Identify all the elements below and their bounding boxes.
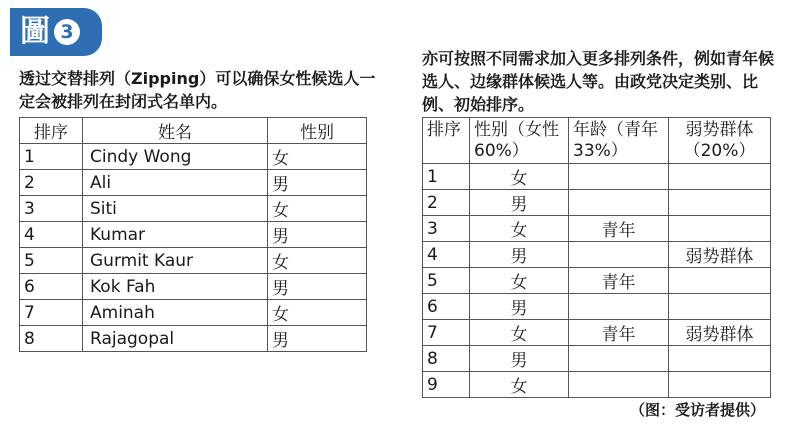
gender-cell: 男 <box>470 294 569 320</box>
name-cell: Siti <box>83 196 268 222</box>
rank-cell: 2 <box>20 170 83 196</box>
rank-cell: 9 <box>423 372 470 398</box>
zipping-description: 透过交替排列（Zipping）可以确保女性候选人一定会被排列在封闭式名单内。 <box>19 69 376 111</box>
group-cell <box>669 346 771 372</box>
table-row <box>20 300 367 326</box>
gender-cell: 女 <box>470 320 569 346</box>
rank-cell: 5 <box>423 268 470 294</box>
header-rank: 排序 <box>20 118 83 144</box>
age-cell <box>569 164 669 190</box>
rank-cell: 3 <box>423 216 470 242</box>
gender-cell: 女 <box>470 216 569 242</box>
criteria-list-table <box>422 117 771 398</box>
table-row <box>20 222 367 248</box>
header-rank: 排序 <box>423 118 470 164</box>
age-cell <box>569 190 669 216</box>
zipping-list-table <box>19 117 367 352</box>
rank-cell: 1 <box>20 144 83 170</box>
name-cell: Rajagopal <box>83 326 268 352</box>
gender-cell: 女 <box>268 300 367 326</box>
gender-cell: 男 <box>470 190 569 216</box>
rank-cell: 2 <box>423 190 470 216</box>
rank-cell: 5 <box>20 248 83 274</box>
gender-cell: 男 <box>470 242 569 268</box>
header-gender: 性别 <box>268 118 367 144</box>
rank-cell: 8 <box>20 326 83 352</box>
table-row <box>423 164 771 190</box>
table-row <box>423 346 771 372</box>
gender-cell: 女 <box>470 372 569 398</box>
rank-cell: 3 <box>20 196 83 222</box>
age-cell <box>569 346 669 372</box>
header-name: 姓名 <box>83 118 268 144</box>
header-age-quota: 年龄（青年33%） <box>569 118 669 164</box>
name-cell: Kok Fah <box>83 274 268 300</box>
table-row <box>20 248 367 274</box>
name-cell: Gurmit Kaur <box>83 248 268 274</box>
table-header-row <box>423 118 771 164</box>
rank-cell: 4 <box>20 222 83 248</box>
age-cell: 青年 <box>569 320 669 346</box>
age-cell <box>569 294 669 320</box>
age-cell <box>569 372 669 398</box>
figure-number: 3 <box>54 19 80 45</box>
gender-cell: 男 <box>268 326 367 352</box>
gender-cell: 男 <box>268 274 367 300</box>
gender-cell: 男 <box>268 222 367 248</box>
table-row <box>423 242 771 268</box>
figure-badge <box>10 8 102 56</box>
group-cell: 弱势群体 <box>669 242 771 268</box>
rank-cell: 7 <box>20 300 83 326</box>
table-row <box>423 294 771 320</box>
group-cell <box>669 294 771 320</box>
table-row <box>20 170 367 196</box>
rank-cell: 6 <box>20 274 83 300</box>
group-cell: 弱势群体 <box>669 320 771 346</box>
table-row <box>20 144 367 170</box>
rank-cell: 6 <box>423 294 470 320</box>
table-row <box>20 326 367 352</box>
gender-cell: 女 <box>470 164 569 190</box>
rank-cell: 1 <box>423 164 470 190</box>
header-gender-quota: 性别（女性60%） <box>470 118 569 164</box>
name-cell: Aminah <box>83 300 268 326</box>
age-cell: 青年 <box>569 216 669 242</box>
table-row <box>423 216 771 242</box>
header-marginalized-quota: 弱势群体（20%） <box>669 118 771 164</box>
group-cell <box>669 268 771 294</box>
rank-cell: 8 <box>423 346 470 372</box>
age-cell <box>569 242 669 268</box>
gender-cell: 男 <box>268 170 367 196</box>
gender-cell: 女 <box>470 268 569 294</box>
rank-cell: 7 <box>423 320 470 346</box>
table-row <box>423 268 771 294</box>
name-cell: Kumar <box>83 222 268 248</box>
image-credit: （图：受访者提供） <box>629 401 765 419</box>
table-row <box>20 274 367 300</box>
name-cell: Cindy Wong <box>83 144 268 170</box>
rank-cell: 4 <box>423 242 470 268</box>
age-cell: 青年 <box>569 268 669 294</box>
table-row <box>423 372 771 398</box>
figure-badge-label: 圖 <box>20 14 50 49</box>
table-row <box>20 196 367 222</box>
group-cell <box>669 372 771 398</box>
gender-cell: 女 <box>268 196 367 222</box>
name-cell: Ali <box>83 170 268 196</box>
gender-cell: 女 <box>268 144 367 170</box>
table-row <box>423 320 771 346</box>
table-row <box>423 190 771 216</box>
extra-conditions-description: 亦可按照不同需求加入更多排列条件，例如青年候选人、边缘群体候选人等。由政党决定类别、比例、初始排序。 <box>422 49 775 114</box>
gender-cell: 男 <box>470 346 569 372</box>
group-cell <box>669 164 771 190</box>
group-cell <box>669 190 771 216</box>
gender-cell: 女 <box>268 248 367 274</box>
table-header-row <box>20 118 367 144</box>
group-cell <box>669 216 771 242</box>
